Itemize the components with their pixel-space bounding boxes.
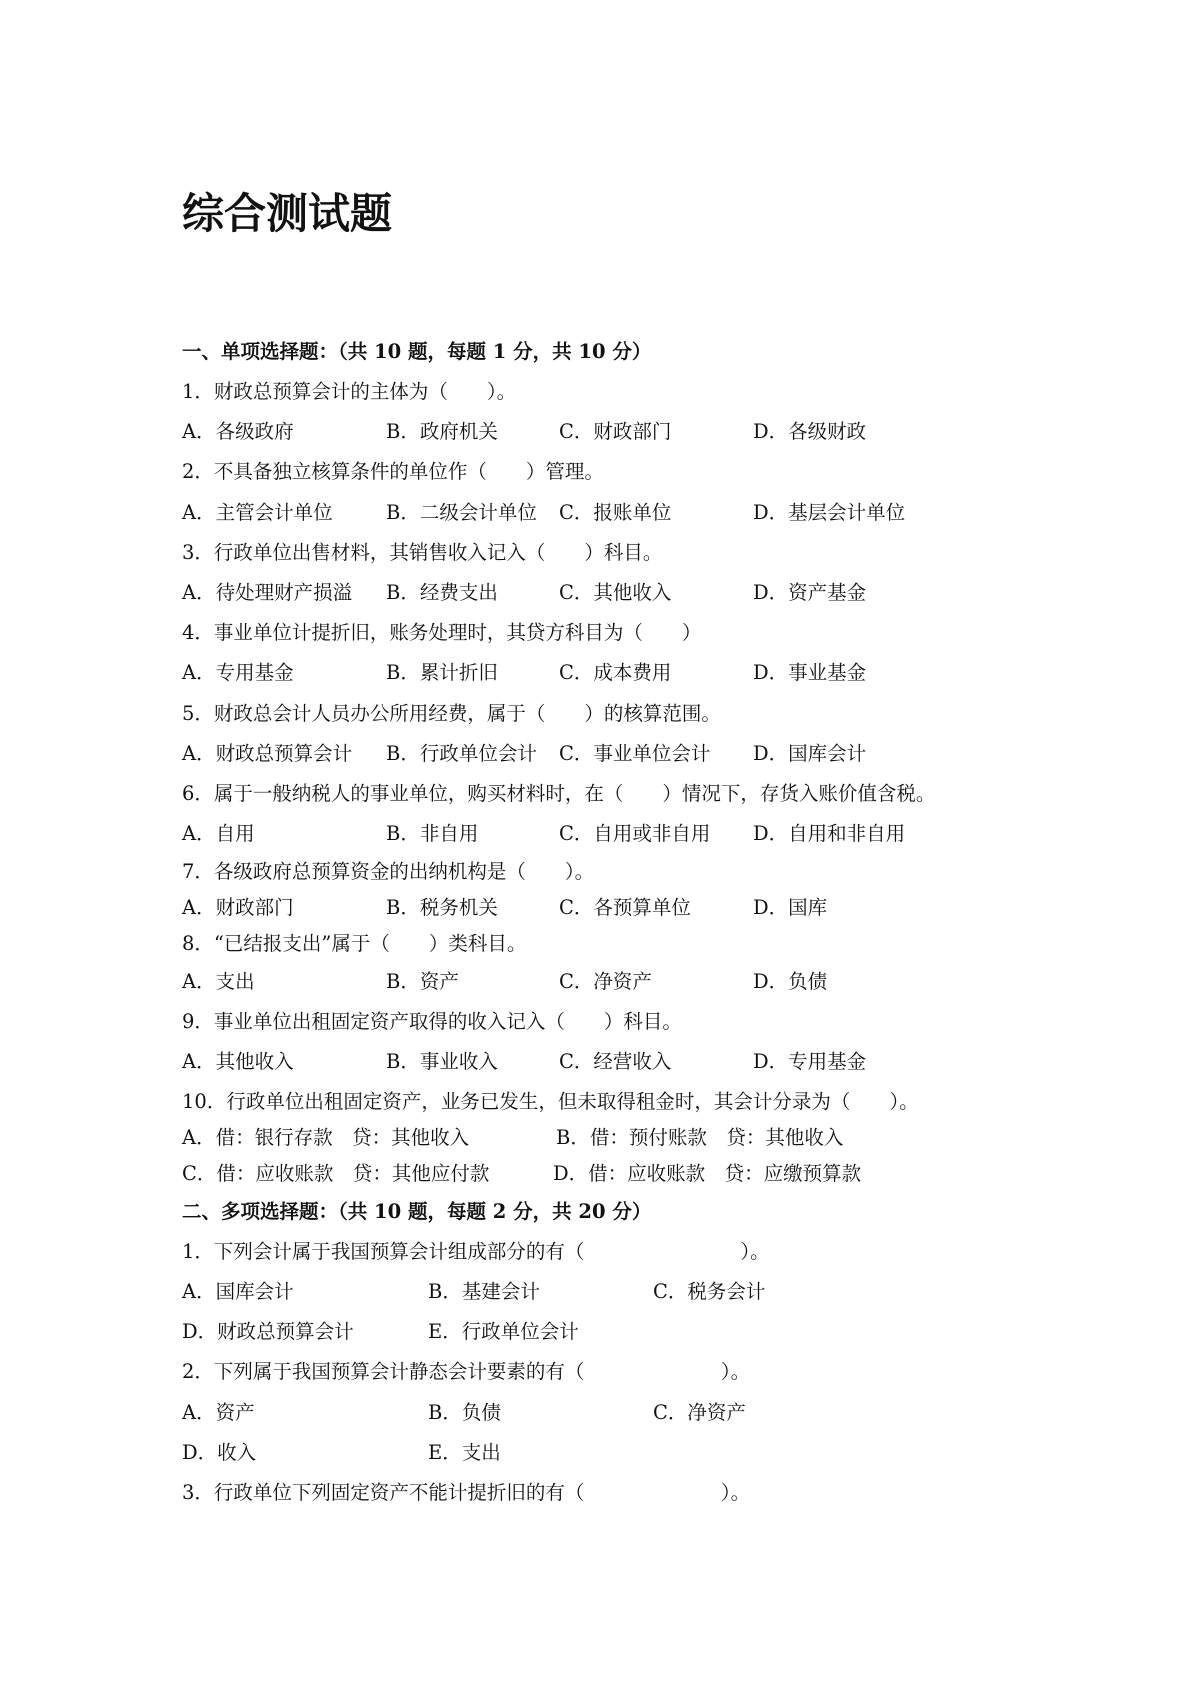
section-heading-multiple-choice: 二、多项选择题：（共 10 题，每题 2 分，共 20 分）	[182, 1200, 652, 1223]
option-b: B．经费支出	[386, 581, 498, 604]
question-text: 6．属于一般纳税人的事业单位，购买材料时，在（ ）情况下，存货入账价值含税。	[182, 782, 936, 805]
option-c: C．借：应收账款 贷：其他应付款	[182, 1162, 490, 1185]
option-d: D．负债	[753, 970, 828, 993]
question-text: 2．下列属于我国预算会计静态会计要素的有（ ）。	[182, 1360, 751, 1383]
option-c: C．自用或非自用	[559, 822, 711, 845]
option-a: A．财政部门	[182, 896, 294, 919]
option-a: A．其他收入	[182, 1050, 294, 1073]
option-d: D．国库	[753, 896, 828, 919]
question-text: 3．行政单位出售材料，其销售收入记入（ ）科目。	[182, 541, 663, 564]
option-c: C．报账单位	[559, 501, 672, 524]
option-a: A．借：银行存款 贷：其他收入	[182, 1126, 470, 1149]
option-a: A．国库会计	[182, 1280, 294, 1303]
option-d: D．基层会计单位	[753, 501, 906, 524]
option-a: A．待处理财产损溢	[182, 581, 353, 604]
option-e: E．行政单位会计	[428, 1320, 579, 1343]
option-c: C．事业单位会计	[559, 742, 711, 765]
option-b: B．事业收入	[386, 1050, 498, 1073]
option-a: A．自用	[182, 822, 255, 845]
option-a: A．主管会计单位	[182, 501, 333, 524]
option-a: A．专用基金	[182, 661, 294, 684]
option-c: C．净资产	[653, 1401, 746, 1424]
question-text: 9．事业单位出租固定资产取得的收入记入（ ）科目。	[182, 1010, 682, 1033]
question-text: 8．“已结报支出”属于（ ）类科目。	[182, 932, 527, 955]
question-text: 5．财政总会计人员办公所用经费，属于（ ）的核算范围。	[182, 702, 721, 725]
option-c: C．净资产	[559, 970, 652, 993]
option-a: A．支出	[182, 970, 255, 993]
option-d: D．借：应收账款 贷：应缴预算款	[553, 1162, 862, 1185]
option-c: C．各预算单位	[559, 896, 691, 919]
question-text: 3．行政单位下列固定资产不能计提折旧的有（ ）。	[182, 1481, 751, 1504]
option-a: A．资产	[182, 1401, 255, 1424]
option-d: D．资产基金	[753, 581, 867, 604]
question-text: 1．下列会计属于我国预算会计组成部分的有（ ）。	[182, 1240, 770, 1263]
option-d: D．财政总预算会计	[182, 1320, 354, 1343]
option-c: C．经营收入	[559, 1050, 672, 1073]
option-d: D．各级财政	[753, 420, 867, 443]
option-d: D．收入	[182, 1441, 257, 1464]
option-b: B．二级会计单位	[386, 501, 537, 524]
option-b: B．行政单位会计	[386, 742, 537, 765]
option-c: C．其他收入	[559, 581, 672, 604]
question-text: 10．行政单位出租固定资产，业务已发生，但未取得租金时，其会计分录为（ ）。	[182, 1090, 919, 1113]
page-title: 综合测试题	[182, 189, 393, 238]
option-b: B．累计折旧	[386, 661, 498, 684]
option-c: C．税务会计	[653, 1280, 766, 1303]
option-c: C．财政部门	[559, 420, 672, 443]
option-b: B．政府机关	[386, 420, 498, 443]
option-e: E．支出	[428, 1441, 501, 1464]
option-b: B．税务机关	[386, 896, 498, 919]
option-d: D．国库会计	[753, 742, 867, 765]
option-b: B．负债	[428, 1401, 501, 1424]
option-b: B．资产	[386, 970, 459, 993]
option-d: D．专用基金	[753, 1050, 867, 1073]
question-text: 1．财政总预算会计的主体为（ ）。	[182, 380, 517, 403]
option-a: A．各级政府	[182, 420, 294, 443]
option-d: D．自用和非自用	[753, 822, 906, 845]
option-d: D．事业基金	[753, 661, 867, 684]
option-b: B．基建会计	[428, 1280, 540, 1303]
question-text: 7．各级政府总预算资金的出纳机构是（ ）。	[182, 860, 595, 883]
option-b: B．借：预付账款 贷：其他收入	[556, 1126, 844, 1149]
question-text: 4．事业单位计提折旧，账务处理时，其贷方科目为（ ）	[182, 621, 702, 644]
section-heading-single-choice: 一、单项选择题：（共 10 题，每题 1 分，共 10 分）	[182, 340, 652, 363]
option-b: B．非自用	[386, 822, 479, 845]
option-c: C．成本费用	[559, 661, 672, 684]
option-a: A．财政总预算会计	[182, 742, 353, 765]
question-text: 2．不具备独立核算条件的单位作（ ）管理。	[182, 460, 604, 483]
